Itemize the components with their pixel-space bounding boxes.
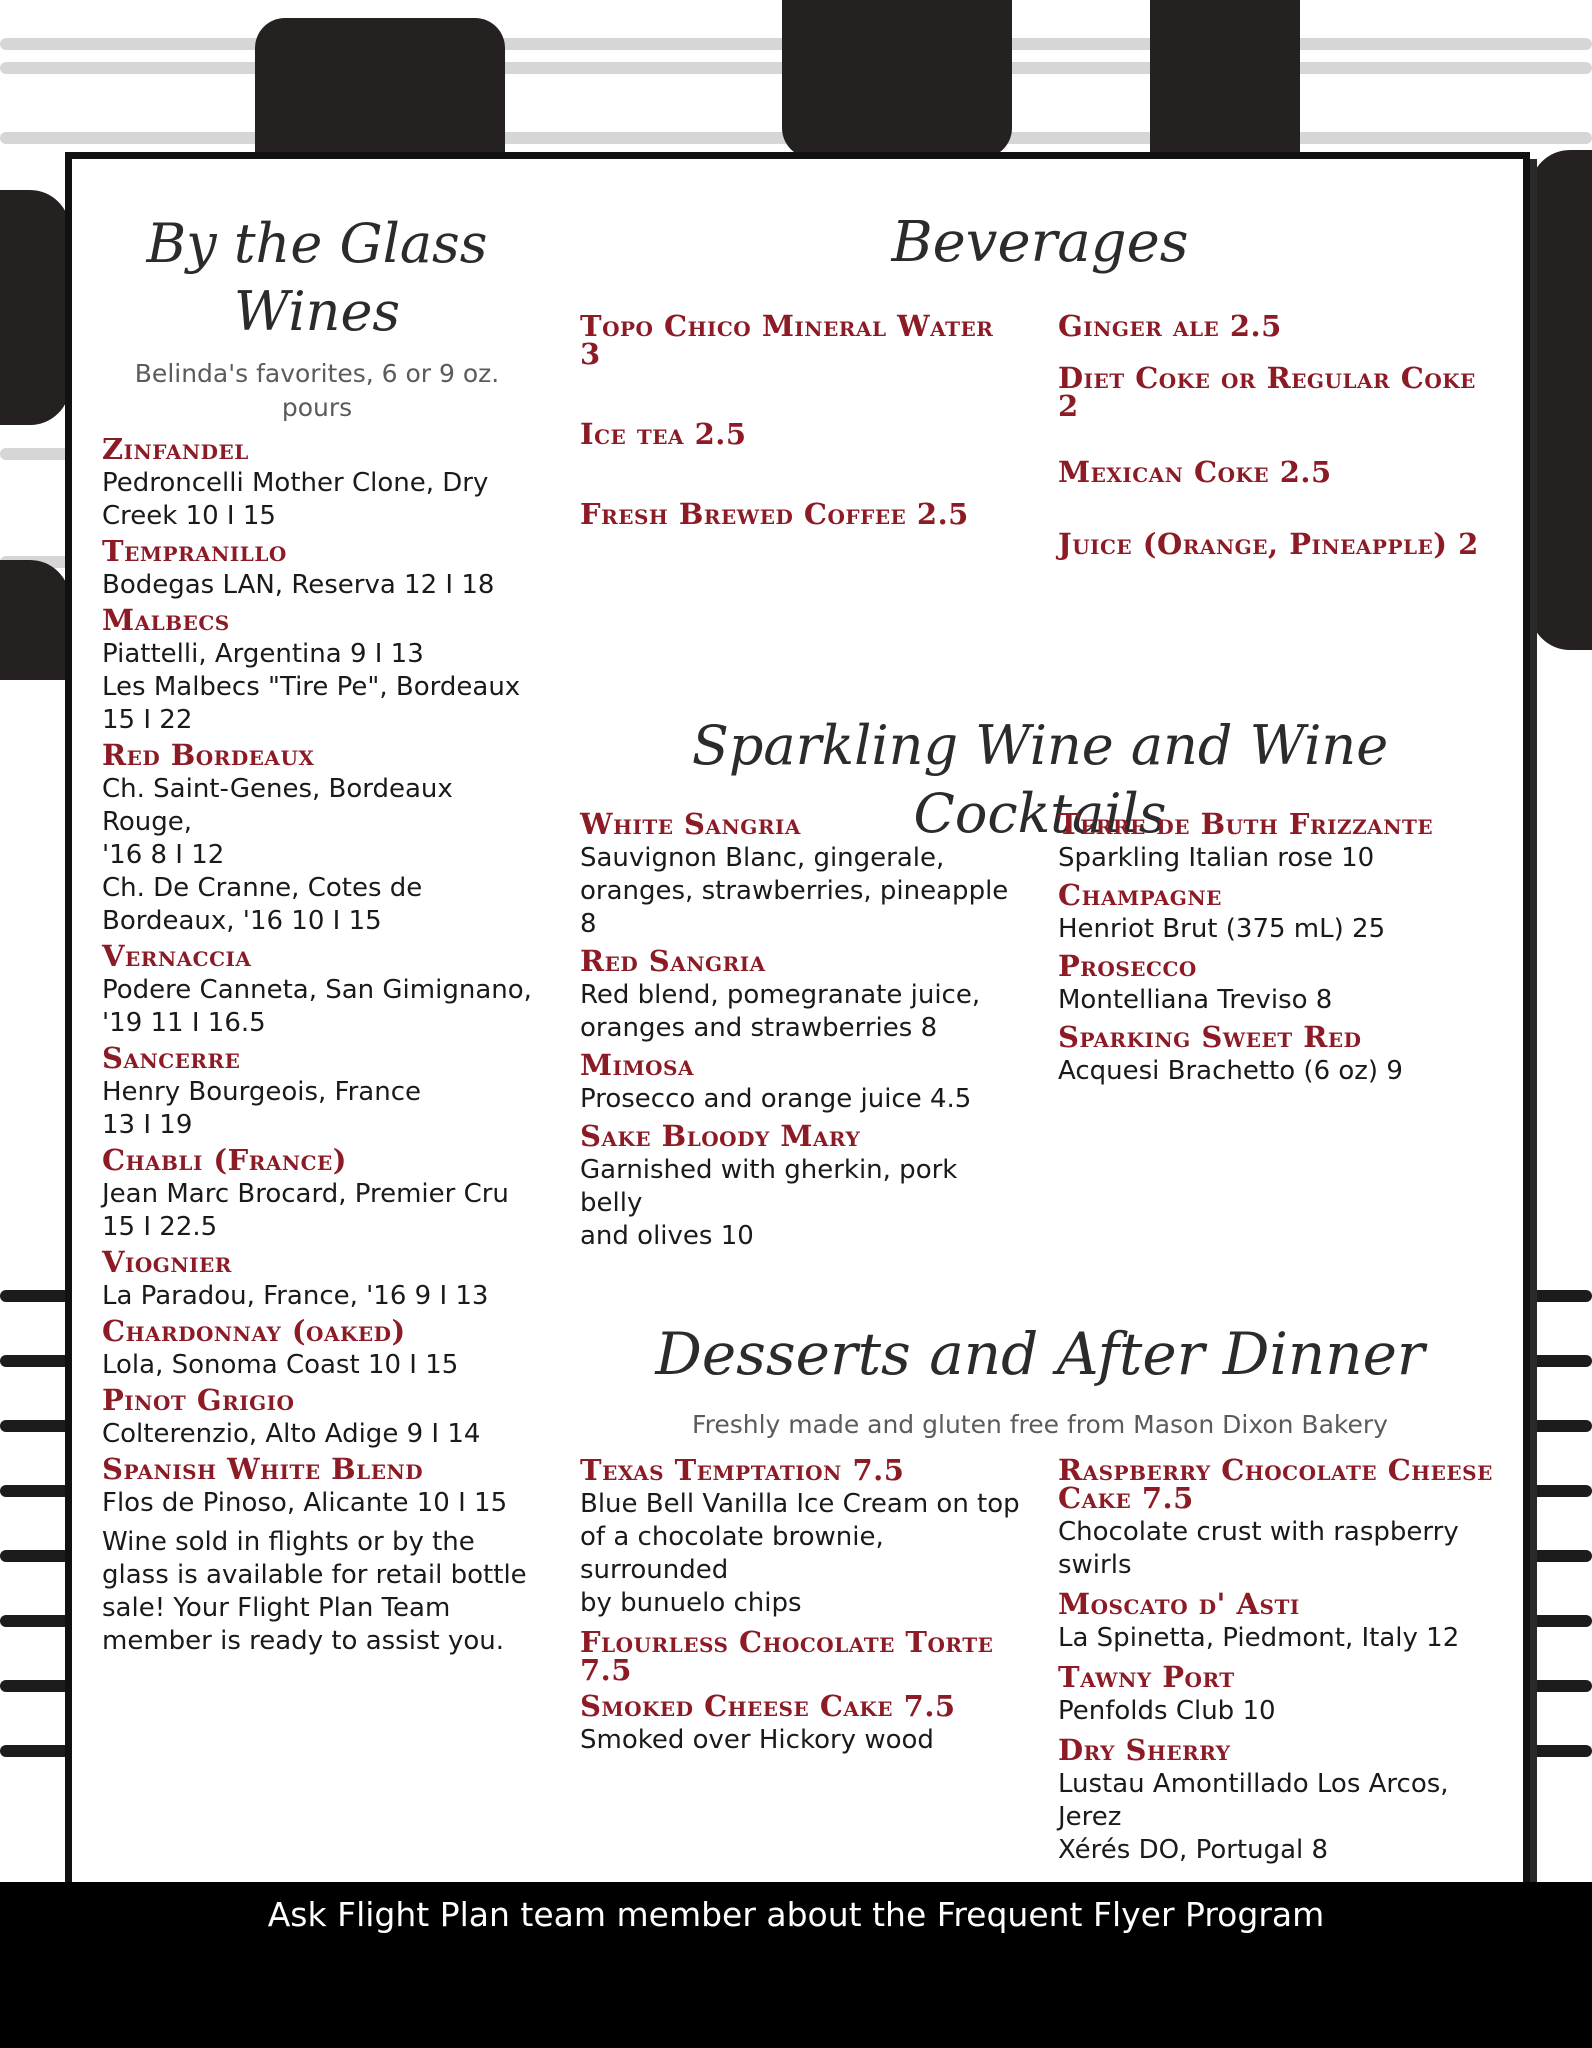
menu-item: [1058, 455, 1498, 489]
menu-item-description: La Paradou, France, '16 9 I 13: [102, 1281, 489, 1311]
background-stripe: [0, 1550, 70, 1562]
background-stripe: [0, 1290, 70, 1302]
menu-item-name: Red Bordeaux: [102, 738, 315, 772]
background-stripe: [1530, 1485, 1592, 1497]
menu-item-name: Ginger ale 2.5: [1058, 309, 1282, 343]
menu-item-name: Raspberry Chocolate Cheese Cake 7.5: [1058, 1453, 1493, 1515]
menu-item: [102, 1314, 532, 1382]
menu-item-name: Pinot Grigio: [102, 1383, 295, 1417]
menu-item-name: Texas Temptation 7.5: [580, 1453, 905, 1487]
menu-item: [1058, 1453, 1503, 1582]
menu-item-name: Mimosa: [580, 1048, 694, 1082]
background-stripe: [1530, 1290, 1592, 1302]
beverages-right-column: [1058, 309, 1498, 582]
menu-item-description: Smoked over Hickory wood: [580, 1725, 934, 1755]
menu-item-name: Mexican Coke 2.5: [1058, 455, 1332, 489]
menu-item-description: Piattelli, Argentina 9 I 13 Les Malbecs "Tire Pe", Bordeaux 15 I 22: [102, 639, 521, 735]
menu-item-description: Henry Bourgeois, France 13 I 19: [102, 1077, 421, 1140]
menu-item-name: Topo Chico Mineral Water 3: [580, 309, 994, 371]
menu-item-description: Acquesi Brachetto (6 oz) 9: [1058, 1056, 1403, 1086]
menu-item-name: Smoked Cheese Cake 7.5: [580, 1689, 956, 1723]
menu-item: [580, 944, 1020, 1045]
menu-item-description: Garnished with gherkin, pork belly and olives 10: [580, 1155, 958, 1251]
menu-item-description: Penfolds Club 10: [1058, 1696, 1276, 1726]
menu-item: [102, 1452, 532, 1520]
background-stripe: [0, 1485, 70, 1497]
glass-silhouette: [1150, 0, 1300, 158]
background-stripe: [1530, 1615, 1592, 1627]
sparkling-right-column: [1058, 807, 1498, 1094]
menu-item-description: Flos de Pinoso, Alicante 10 I 15: [102, 1488, 508, 1518]
menu-item-name: Terre de Buth Frizzante: [1058, 807, 1434, 841]
menu-item-name: Spanish White Blend: [102, 1452, 424, 1486]
background-stripe: [1530, 1550, 1592, 1562]
glass-silhouette: [255, 18, 505, 158]
glass-silhouette: [0, 560, 70, 680]
desserts-title: Desserts and After Dinner: [655, 1320, 1425, 1388]
menu-item-name: Viognier: [102, 1245, 232, 1279]
menu-item-description: Sparkling Italian rose 10: [1058, 843, 1375, 873]
background-stripe: [1530, 1745, 1592, 1757]
menu-item-name: Flourless Chocolate Torte 7.5: [580, 1625, 994, 1687]
menu-item: [102, 603, 532, 737]
menu-item-name: Ice tea 2.5: [580, 417, 747, 451]
wines-title-line2: Wines: [233, 279, 401, 343]
menu-item-description: Pedroncelli Mother Clone, Dry Creek 10 I 15: [102, 468, 489, 531]
menu-item-name: Tawny Port: [1058, 1660, 1235, 1694]
glass-silhouette: [782, 0, 1012, 158]
menu-item-description: Red blend, pomegranate juice, oranges and strawberries 8: [580, 980, 981, 1043]
menu-item: [1058, 1587, 1503, 1655]
background-stripe: [1530, 1355, 1592, 1367]
menu-item: [580, 1048, 1020, 1116]
menu-item: [580, 1119, 1020, 1253]
menu-item: [1058, 878, 1498, 946]
menu-item: [1058, 949, 1498, 1017]
menu-item-name: White Sangria: [580, 807, 801, 841]
desserts-subtitle: Freshly made and gluten free from Mason Dixon Bakery: [692, 1410, 1388, 1439]
menu-item: [580, 1625, 1025, 1687]
background-stripe: [0, 1420, 70, 1432]
menu-item: [1058, 1660, 1503, 1728]
background-stripe: [1530, 1420, 1592, 1432]
menu-item-name: Red Sangria: [580, 944, 766, 978]
beverages-title: Beverages: [891, 210, 1189, 275]
menu-item-description: Prosecco and orange juice 4.5: [580, 1084, 972, 1114]
menu-item-description: Henriot Brut (375 mL) 25: [1058, 914, 1386, 944]
footer-text: Ask Flight Plan team member about the Frequent Flyer Program: [267, 1895, 1325, 1934]
menu-item: [102, 432, 532, 533]
wine-list: [102, 432, 532, 1520]
menu-item: [580, 1689, 1025, 1757]
menu-item: [1058, 527, 1498, 561]
menu-item: [102, 1383, 532, 1451]
menu-item-description: Chocolate crust with raspberry swirls: [1058, 1517, 1459, 1580]
menu-item-name: Sake Bloody Mary: [580, 1119, 861, 1153]
menu-item: [580, 1453, 1025, 1620]
menu-item: [580, 309, 1020, 371]
menu-item-name: Champagne: [1058, 878, 1222, 912]
menu-item-description: Bodegas LAN, Reserva 12 I 18: [102, 570, 495, 600]
menu-item: [102, 534, 532, 602]
menu-item-name: Sparking Sweet Red: [1058, 1020, 1362, 1054]
menu-item: [102, 939, 532, 1040]
menu-item-description: La Spinetta, Piedmont, Italy 12: [1058, 1623, 1460, 1653]
menu-item-description: Sauvignon Blanc, gingerale, oranges, strawberries, pineapple 8: [580, 843, 1009, 939]
menu-item-description: Podere Canneta, San Gimignano, '19 11 I 16.5: [102, 975, 532, 1038]
wines-subtitle: Belinda's favorites, 6 or 9 oz. pours: [134, 359, 500, 422]
menu-item-description: Lustau Amontillado Los Arcos, Jerez Xérés DO, Portugal 8: [1058, 1769, 1449, 1865]
menu-item-description: Montelliana Treviso 8: [1058, 985, 1333, 1015]
menu-item: [580, 497, 1020, 531]
desserts-left-column: [580, 1453, 1025, 1765]
menu-item-name: Sancerre: [102, 1041, 241, 1075]
sparkling-title: Sparkling Wine and Wine Cocktails: [691, 714, 1389, 845]
glass-silhouette: [1530, 150, 1592, 650]
menu-item-description: Lola, Sonoma Coast 10 I 15: [102, 1350, 459, 1380]
background-stripe: [0, 1615, 70, 1627]
menu-item-description: Colterenzio, Alto Adige 9 I 14: [102, 1419, 481, 1449]
menu-item-name: Fresh Brewed Coffee 2.5: [580, 497, 969, 531]
menu-item-name: Chardonnay (oaked): [102, 1314, 406, 1348]
menu-item-name: Vernaccia: [102, 939, 252, 973]
menu-item: [580, 807, 1020, 941]
sparkling-left-column: [580, 807, 1020, 1259]
menu-item-name: Malbecs: [102, 603, 230, 637]
menu-item: [102, 1143, 532, 1244]
menu-item-name: Tempranillo: [102, 534, 287, 568]
menu-item-name: Chabli (France): [102, 1143, 348, 1177]
wines-by-glass-section: [102, 210, 532, 1658]
menu-item-name: Diet Coke or Regular Coke 2: [1058, 361, 1476, 423]
menu-item: [102, 1245, 532, 1313]
background-stripe: [0, 1355, 70, 1367]
menu-item: [580, 417, 1020, 451]
menu-item-name: Dry Sherry: [1058, 1733, 1231, 1767]
menu-item-name: Zinfandel: [102, 432, 249, 466]
menu-item: [1058, 1733, 1503, 1867]
wines-title-line1: By the Glass: [146, 212, 488, 275]
glass-silhouette: [0, 190, 70, 425]
background-stripe: [1530, 1680, 1592, 1692]
menu-item: [102, 1041, 532, 1142]
background-stripe: [0, 1745, 70, 1757]
menu-item-description: Blue Bell Vanilla Ice Cream on top of a chocolate brownie, surrounded by bunuelo chips: [580, 1489, 1020, 1618]
menu-item: [102, 738, 532, 938]
menu-item-description: Jean Marc Brocard, Premier Cru 15 I 22.5: [102, 1179, 509, 1242]
background-stripe: [0, 448, 70, 460]
menu-item: [1058, 1020, 1498, 1088]
menu-item-name: Moscato d' Asti: [1058, 1587, 1300, 1621]
desserts-right-column: [1058, 1453, 1503, 1875]
background-stripe: [0, 1680, 70, 1692]
menu-item: [1058, 361, 1498, 423]
menu-item: [1058, 309, 1498, 343]
menu-item-name: Juice (Orange, Pineapple) 2: [1058, 527, 1479, 561]
menu-item: [1058, 807, 1498, 875]
retail-note: Wine sold in flights or by the glass is available for retail bottle sale! Your Flight Plan Team member is ready to assist you.: [102, 1527, 527, 1656]
menu-item-description: Ch. Saint-Genes, Bordeaux Rouge, '16 8 I 12 Ch. De Cranne, Cotes de Bordeaux, '16 10 I 15: [102, 774, 453, 936]
beverages-left-column: [580, 309, 1020, 580]
menu-item-name: Prosecco: [1058, 949, 1197, 983]
